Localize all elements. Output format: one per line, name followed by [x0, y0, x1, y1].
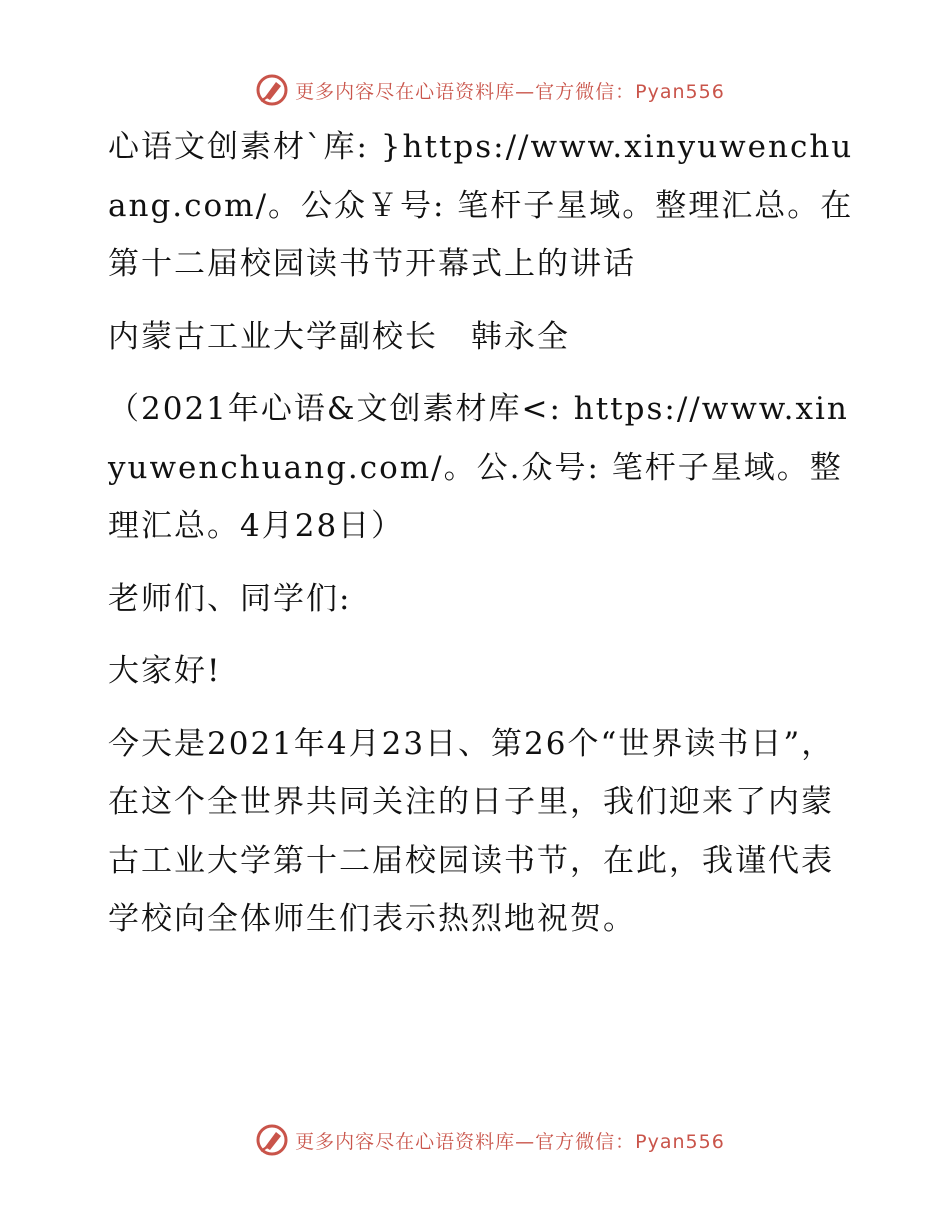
banner-content	[255, 73, 725, 107]
banner-separator-footer: —	[515, 1130, 536, 1153]
banner-slogan-footer: 更多内容尽在心语资料库	[295, 1130, 516, 1153]
banner-separator: —	[515, 80, 536, 103]
banner-wechat-footer: 官方微信：Pyan556	[535, 1130, 725, 1153]
document-body	[96, 118, 856, 963]
date-note: （2021年心语&文创素材库<: https://www.xinyuwenchuang.com/。公.众号: 笔杆子星域。整理汇总。4月28日）	[108, 391, 849, 544]
banner-text	[295, 77, 725, 104]
footer-banner	[0, 1120, 950, 1160]
greeting: 大家好!	[108, 653, 222, 689]
banner-slogan: 更多内容尽在心语资料库	[295, 80, 516, 103]
intro-paragraph: 心语文创素材`库: }https://www.xinyuwenchuang.com/。公众￥号: 笔杆子星域。整理汇总。在第十二届校园读书节开幕式上的讲话	[108, 129, 854, 282]
salutation: 老师们、同学们:	[108, 580, 352, 617]
banner-content-footer	[255, 1123, 725, 1157]
banner-wechat: 官方微信：Pyan556	[535, 80, 725, 103]
body-paragraph: 今天是2021年4月23日、第26个“世界读书日”，在这个全世界共同关注的日子里，我们迎来了内蒙古工业大学第十二届校园读书节，在此，我谨代表学校向全体师生们表示热烈地祝贺。	[108, 725, 835, 937]
pen-nib-circle-icon	[255, 1123, 289, 1157]
author-line: 内蒙古工业大学副校长 韩永全	[108, 318, 570, 355]
header-banner	[0, 70, 950, 110]
banner-text-footer	[295, 1127, 725, 1154]
pen-nib-circle-icon	[255, 73, 289, 107]
